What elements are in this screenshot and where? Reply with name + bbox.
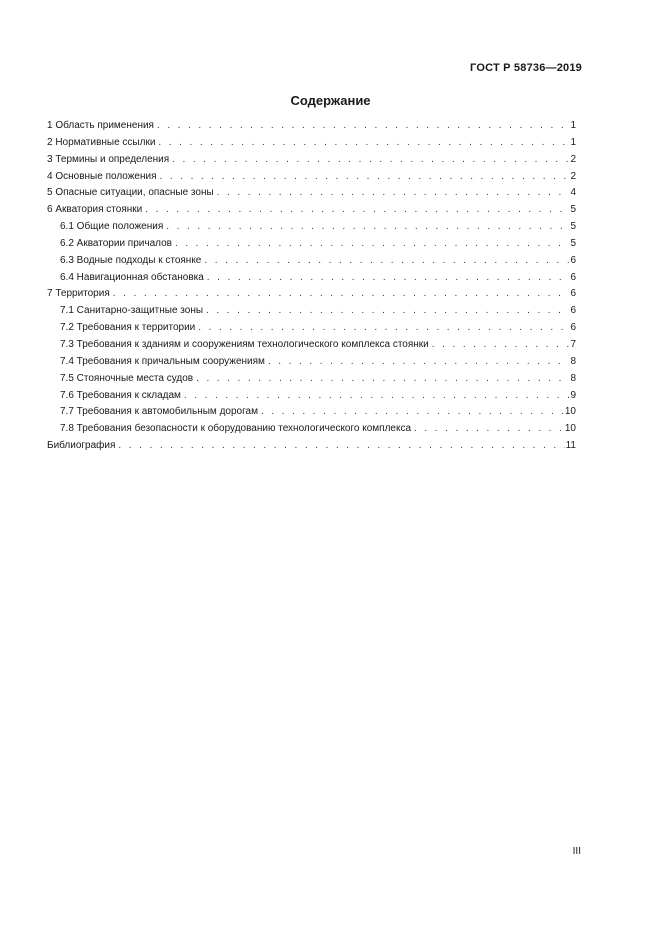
toc-entry-title: 2 Нормативные ссылки — [47, 136, 156, 148]
toc-entry[interactable] — [47, 286, 576, 303]
toc-entry-page: 6 — [570, 271, 576, 283]
toc-entry-page: 11 — [565, 440, 576, 452]
toc-entry-page: 10 — [564, 406, 576, 418]
toc-entry-title: 1 Область применения — [47, 120, 154, 131]
toc-entry-page: 5 — [570, 204, 576, 216]
toc-leader-dots — [204, 253, 569, 270]
toc-entry-page: 9 — [570, 389, 576, 401]
toc-entry-page: 1 — [570, 136, 576, 148]
toc-entry-page: 10 — [564, 423, 576, 435]
toc-leader-dots — [166, 219, 569, 236]
toc-entry[interactable] — [47, 270, 576, 287]
toc-entry-page: 8 — [570, 372, 576, 384]
page-number: III — [572, 846, 581, 857]
toc-entry-title: 7.7 Требования к автомобильным дорогам — [60, 406, 258, 418]
toc-leader-dots — [432, 337, 570, 354]
toc-entry-title: 6.2 Акватории причалов — [60, 237, 172, 249]
toc-entry[interactable] — [47, 135, 576, 152]
toc-title: Содержание — [290, 93, 371, 108]
toc-entry-page: 2 — [570, 170, 576, 182]
toc-entry-title: 7.2 Требования к территории — [60, 322, 196, 334]
toc-entry-page: 4 — [570, 187, 576, 199]
toc-entry-page: 5 — [570, 237, 576, 249]
toc-entry[interactable] — [47, 185, 576, 202]
toc-leader-dots — [184, 388, 570, 405]
toc-entry-title: 6.3 Водные подходы к стоянке — [60, 254, 202, 266]
toc-leader-dots — [414, 421, 564, 438]
toc-entry[interactable] — [47, 253, 576, 270]
toc-leader-dots — [157, 118, 569, 135]
toc-leader-dots — [198, 320, 569, 337]
toc-leader-dots — [172, 152, 569, 169]
toc-entry-page: 2 — [570, 153, 576, 165]
toc-entry[interactable] — [47, 236, 576, 253]
toc-leader-dots — [206, 303, 569, 320]
toc-entry-title: 7.4 Требования к причальным сооружениям — [60, 355, 265, 367]
toc-leader-dots — [113, 286, 570, 303]
table-of-contents — [47, 118, 576, 455]
toc-entry-title: 7.5 Стояночные места судов — [60, 372, 194, 384]
toc-entry-title: 6.4 Навигационная обстановка — [60, 271, 204, 283]
toc-entry[interactable] — [47, 337, 576, 354]
toc-entry-page: 1 — [570, 120, 576, 131]
toc-entry[interactable] — [47, 152, 576, 169]
toc-entry[interactable] — [47, 118, 576, 135]
toc-entry-title: 7.3 Требования к зданиям и сооружениям технологического комплекса стоянки — [60, 338, 429, 350]
toc-leader-dots — [175, 236, 569, 253]
toc-entry-title: 6.1 Общие положения — [60, 221, 164, 233]
document-code: ГОСТ Р 58736—2019 — [470, 62, 582, 74]
toc-leader-dots — [158, 135, 569, 152]
toc-entry-title: 4 Основные положения — [47, 170, 157, 182]
toc-entry[interactable] — [47, 219, 576, 236]
toc-leader-dots — [145, 202, 569, 219]
toc-entry[interactable] — [47, 320, 576, 337]
toc-entry[interactable] — [47, 388, 576, 405]
toc-leader-dots — [160, 169, 570, 186]
toc-entry-page: 6 — [570, 288, 576, 300]
toc-entry-page: 5 — [570, 221, 576, 233]
toc-entry-title: 6 Акватория стоянки — [47, 204, 143, 216]
toc-entry-page: 8 — [570, 355, 576, 367]
toc-entry[interactable] — [47, 421, 576, 438]
toc-entry-page: 6 — [570, 322, 576, 334]
toc-entry-title: 7 Территория — [47, 288, 110, 300]
toc-entry-page: 6 — [570, 305, 576, 317]
toc-leader-dots — [196, 371, 569, 388]
toc-leader-dots — [207, 270, 570, 287]
toc-entry-title: Библиография — [47, 440, 116, 452]
toc-leader-dots — [268, 354, 570, 371]
toc-leader-dots — [261, 404, 564, 421]
toc-entry[interactable] — [47, 371, 576, 388]
toc-entry-title: 7.6 Требования к складам — [60, 389, 181, 401]
toc-leader-dots — [217, 185, 570, 202]
toc-entry-title: 5 Опасные ситуации, опасные зоны — [47, 187, 214, 199]
toc-entry[interactable] — [47, 438, 576, 455]
toc-entry-page: 6 — [570, 254, 576, 266]
toc-leader-dots — [118, 438, 564, 455]
toc-entry-title: 7.8 Требования безопасности к оборудованию технологического комплекса — [60, 423, 412, 435]
toc-entry-page: 7 — [570, 338, 576, 350]
toc-entry[interactable] — [47, 202, 576, 219]
toc-entry[interactable] — [47, 169, 576, 186]
toc-entry-title: 7.1 Санитарно-защитные зоны — [60, 305, 204, 317]
toc-entry[interactable] — [47, 303, 576, 320]
toc-entry[interactable] — [47, 354, 576, 371]
toc-entry-title: 3 Термины и определения — [47, 153, 170, 165]
toc-entry[interactable] — [47, 404, 576, 421]
